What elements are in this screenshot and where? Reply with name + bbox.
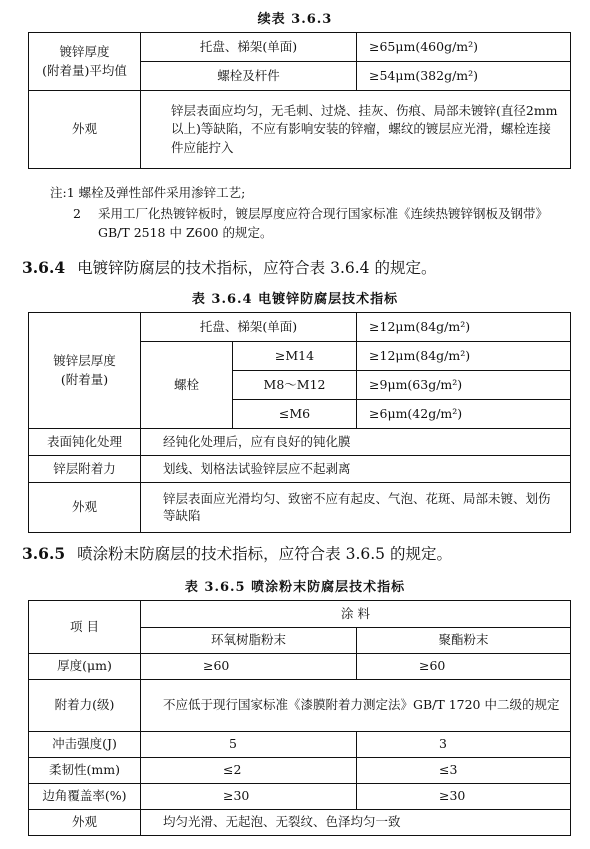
t365-row-label: 柔韧性(mm) xyxy=(29,758,141,784)
table-363-caption: 续表 3.6.3 xyxy=(257,12,333,27)
t364-appearance-label: 外观 xyxy=(29,483,141,533)
t364-adhesion-label: 锌层附着力 xyxy=(29,456,141,483)
t364-adhesion-text: 划线、划格法试验锌层应不起剥离 xyxy=(141,456,571,483)
t365-epoxy-value: 5 xyxy=(141,732,357,758)
note-2-text: 采用工厂化热镀锌板时，镀层厚度应符合现行国家标准《连续热镀锌钢板及钢带》GB/T 2518 中 Z600 的规定。 xyxy=(98,206,549,241)
table-365-caption: 表 3.6.5 喷涂粉末防腐层技术指标 xyxy=(184,580,406,595)
t364-passivation-text: 经钝化处理后，应有良好的钝化膜 xyxy=(141,429,571,456)
t365-polyester-value: ≤3 xyxy=(357,758,571,784)
note-2-number: 2 xyxy=(73,206,81,221)
t365-coating-header: 涂 料 xyxy=(141,601,571,628)
t364-thickness-label: 镀锌层厚度 (附着量) xyxy=(29,313,141,429)
t364-bolt-size: ≤M6 xyxy=(233,400,357,429)
t365-appearance-label: 外观 xyxy=(29,810,141,836)
t364-bolt-value: ≥12μm(84g/m²) xyxy=(357,342,571,371)
t363-appearance-label: 外观 xyxy=(29,91,141,169)
t365-epoxy-value: ≤2 xyxy=(141,758,357,784)
section-3-6-4 xyxy=(22,259,436,278)
t364-appearance-text: 锌层表面应光滑均匀、致密不应有起皮、气泡、花斑、局部未镀、划伤等缺陷 xyxy=(141,483,571,533)
t364-tray-value: ≥12μm(84g/m²) xyxy=(357,313,571,342)
t365-polyester-value: 3 xyxy=(357,732,571,758)
t364-bolt-label: 螺栓 xyxy=(141,342,233,429)
t365-col-polyester: 聚酯粉末 xyxy=(357,628,571,654)
section-3-6-5 xyxy=(22,545,452,564)
note-1: 注:1 螺栓及弹性部件采用渗锌工艺; xyxy=(50,185,246,200)
t365-row-label: 厚度(μm) xyxy=(29,654,141,680)
t365-polyester-value: ≥30 xyxy=(357,784,571,810)
table-364 xyxy=(28,312,571,533)
t363-thickness-label: 镀锌厚度 (附着量)平均值 xyxy=(29,33,141,91)
t363-bolt-part: 螺栓及杆件 xyxy=(141,62,357,91)
table-365 xyxy=(28,600,571,836)
t365-row-label: 冲击强度(J) xyxy=(29,732,141,758)
t363-tray-part: 托盘、梯架(单面) xyxy=(141,33,357,62)
t364-bolt-size: ≥M14 xyxy=(233,342,357,371)
t365-adhesion-label: 附着力(级) xyxy=(29,680,141,732)
section-3-6-4-text: 电镀锌防腐层的技术指标，应符合表 3.6.4 的规定。 xyxy=(77,259,437,277)
t365-polyester-value: ≥60 xyxy=(357,654,571,680)
t365-appearance-text: 均匀光滑、无起泡、无裂纹、色泽均匀一致 xyxy=(141,810,571,836)
section-3-6-4-number: 3.6.4 xyxy=(22,258,66,277)
table-364-caption: 表 3.6.4 电镀锌防腐层技术指标 xyxy=(191,292,399,307)
t365-epoxy-value: ≥60 xyxy=(141,654,357,680)
t364-bolt-value: ≥9μm(63g/m²) xyxy=(357,371,571,400)
t363-appearance-text: 锌层表面应均匀，无毛刺、过烧、挂灰、伤痕、局部未镀锌(直径2mm以上)等缺陷，不应有影响安装的锌瘤，螺纹的镀层应光滑，螺栓连接件应能拧入 xyxy=(141,91,571,169)
t364-tray-part: 托盘、梯架(单面) xyxy=(141,313,357,342)
section-3-6-5-text: 喷涂粉末防腐层的技术指标，应符合表 3.6.5 的规定。 xyxy=(77,545,452,563)
t363-bolt-value: ≥54μm(382g/m²) xyxy=(357,62,571,91)
t364-bolt-value: ≥6μm(42g/m²) xyxy=(357,400,571,429)
t365-col-epoxy: 环氧树脂粉末 xyxy=(141,628,357,654)
t364-bolt-size: M8～M12 xyxy=(233,371,357,400)
t365-adhesion-text: 不应低于现行国家标准《漆膜附着力测定法》GB/T 1720 中二级的规定 xyxy=(141,680,571,732)
t365-epoxy-value: ≥30 xyxy=(141,784,357,810)
section-3-6-5-number: 3.6.5 xyxy=(22,544,66,563)
t365-row-label: 边角覆盖率(%) xyxy=(29,784,141,810)
t365-item-header: 项 目 xyxy=(29,601,141,654)
t364-passivation-label: 表面钝化处理 xyxy=(29,429,141,456)
t363-tray-value: ≥65μm(460g/m²) xyxy=(357,33,571,62)
table-363 xyxy=(28,32,571,169)
